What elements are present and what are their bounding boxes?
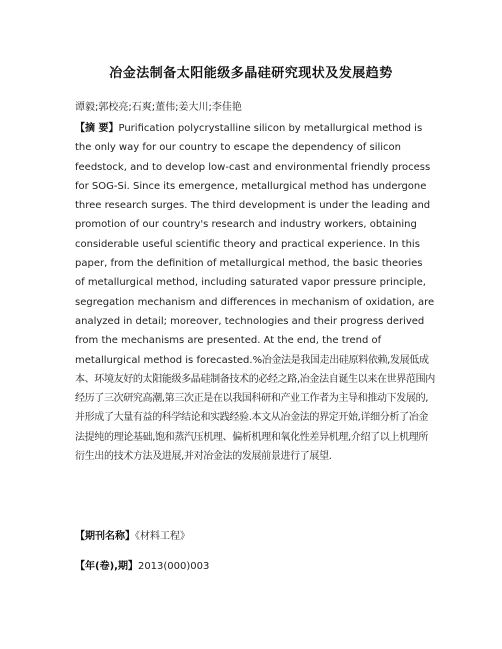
abstract-english: Purification polycrystalline silicon by metallurgical method is the only way for our country to escape the dependency of silicon feedstock, and to develop low-cast and environmental friendly process for SOG-Si. Since its emergence, metallurgical method has undergone three research surges. The third development is under the leading and promotion of our country's research and industry workers, obtaining considerable useful scientific theory and practical experience. In this paper, from the definition of metallurgical method, the basic theories of metallurgical method, including saturated vapor pressure principle, segregation mechanism and differences in mechanism of oxidation, are analyzed in detail; moreover, technologies and their progress derived from the mechanisms are presented. At the end, the trend of metallurgical method is forecasted. [75, 123, 435, 366]
author-list: 谭毅;郭校亮;石爽;董伟;姜大川;李佳艳 [75, 102, 242, 113]
year-volume-issue-value: 2013(000)003 [137, 561, 210, 572]
abstract-block [75, 119, 435, 466]
year-volume-issue-row [75, 557, 209, 572]
abstract-chinese: %冶金法是我国走出硅原料依赖,发展低成本、环境友好的太阳能级多晶硅制备技术的必经之路,冶金法自诞生以来在世界范围内经历了三次研究高潮,第三次正是在以我国科研和产业工作者为主导和推动下发展的,并形成了大量有益的科学结论和实践经验.本文从冶金法的界定开始,详细分析了冶金法提纯的理论基础,饱和蒸汽压机理、偏析机理和氧化性差异机理,介绍了以上机理所衍生出的技术方法及进展,并对冶金法的发展前景进行了展望. [75, 354, 435, 463]
paper-title: 冶金法制备太阳能级多晶硅研究现状及发展趋势 [109, 66, 393, 81]
abstract-label: 【摘 要】 [75, 123, 119, 134]
journal-name: 《材料工程》 [135, 531, 190, 542]
year-volume-issue-label: 【年(卷),期】 [75, 561, 138, 572]
journal-row [75, 527, 190, 542]
journal-label: 【期刊名称】 [75, 531, 135, 542]
